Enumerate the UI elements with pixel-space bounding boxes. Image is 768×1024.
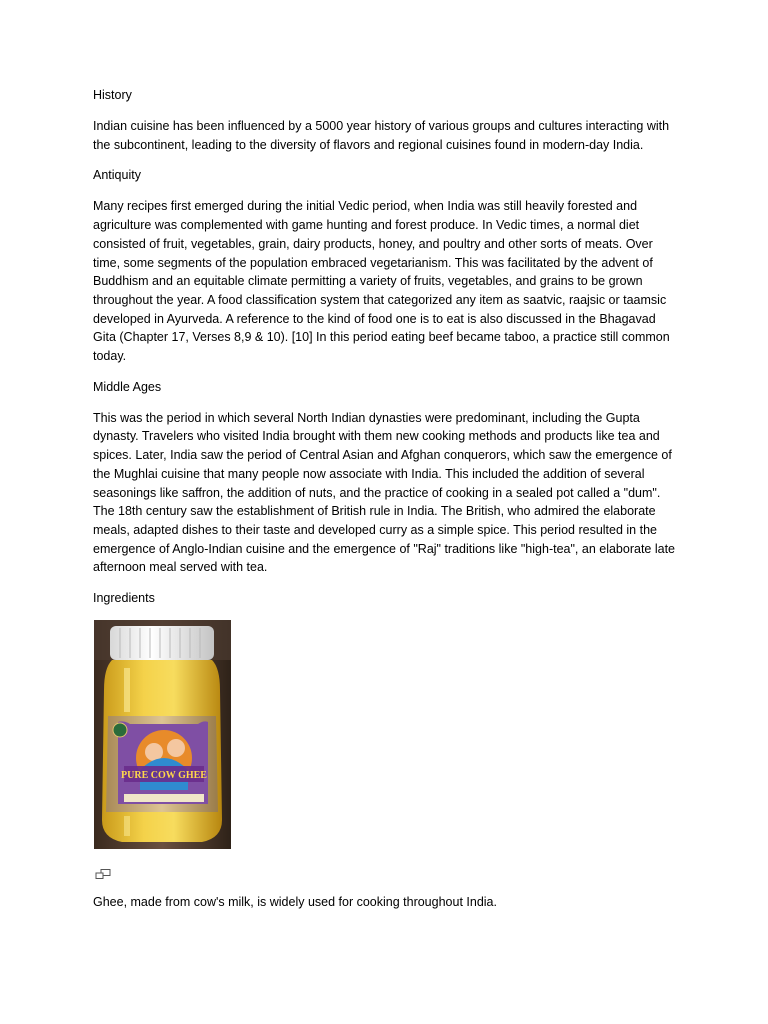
figure-caption: Ghee, made from cow's milk, is widely used for cooking throughout India. [93,895,497,910]
ghee-jar-illustration [94,620,231,849]
section-heading: Middle Ages [93,379,162,394]
section-heading: History [93,88,132,102]
section-middle-ages [93,378,678,577]
section-paragraph: Indian cuisine has been influenced by a 5000 year history of various groups and cultures interacting with the subcontinent, leading to the diversity of flavors and regional cuisines found in modern-day India. [93,119,670,152]
section-heading: Ingredients [93,591,155,606]
section-antiquity [93,166,678,365]
image-anchor-icon[interactable] [95,869,111,879]
document-page [93,86,678,912]
section-paragraph: This was the period in which several North Indian dynasties were predominant, including the Gupta dynasty. Travelers who visited India brought with them new cooking methods and products like tea and spices. Later, India saw the period of Central Asian and Afghan conquerors, which saw the emergence of the Mughlai cuisine that many people now associate with India. This included the addition of several seasonings like saffron, the addition of nuts, and the practice of cooking in a sealed pot called a "dum". The 18th century saw the establishment of British rule in India. The British, who admired the elaborate meals, adapted dishes to their taste and developed curry as a simple spice. This period resulted in the emergence of Anglo-Indian cuisine and the emergence of "Raj" traditions like "high-tea", an elaborate late afternoon meal served with tea. [93,410,675,575]
section-history [93,86,678,154]
section-heading: Antiquity [93,168,141,183]
section-ingredients [93,589,678,912]
jar-label-text: PURE COW GHEE [121,770,207,782]
ghee-jar-photo [94,620,231,849]
section-paragraph: Many recipes first emerged during the initial Vedic period, when India was still heavily forested and agriculture was complemented with game hunting and forest produce. In Vedic times, a normal diet consisted of fruit, vegetables, grain, dairy products, honey, and poultry and other sorts of meats. Over time, some segments of the population embraced vegetarianism. This was facilitated by the advent of Buddhism and an equitable climate permitting a variety of fruits, vegetables, and grains to be grown throughout the year. A food classification system that categorized any item as saatvic, raajsic or taamsic developed in Ayurveda. A reference to the kind of food one is to eat is also discussed in the Bhagavad Gita (Chapter 17, Verses 8,9 & 10). [10] In this period eating beef became taboo, a practice still common today. [93,199,670,364]
